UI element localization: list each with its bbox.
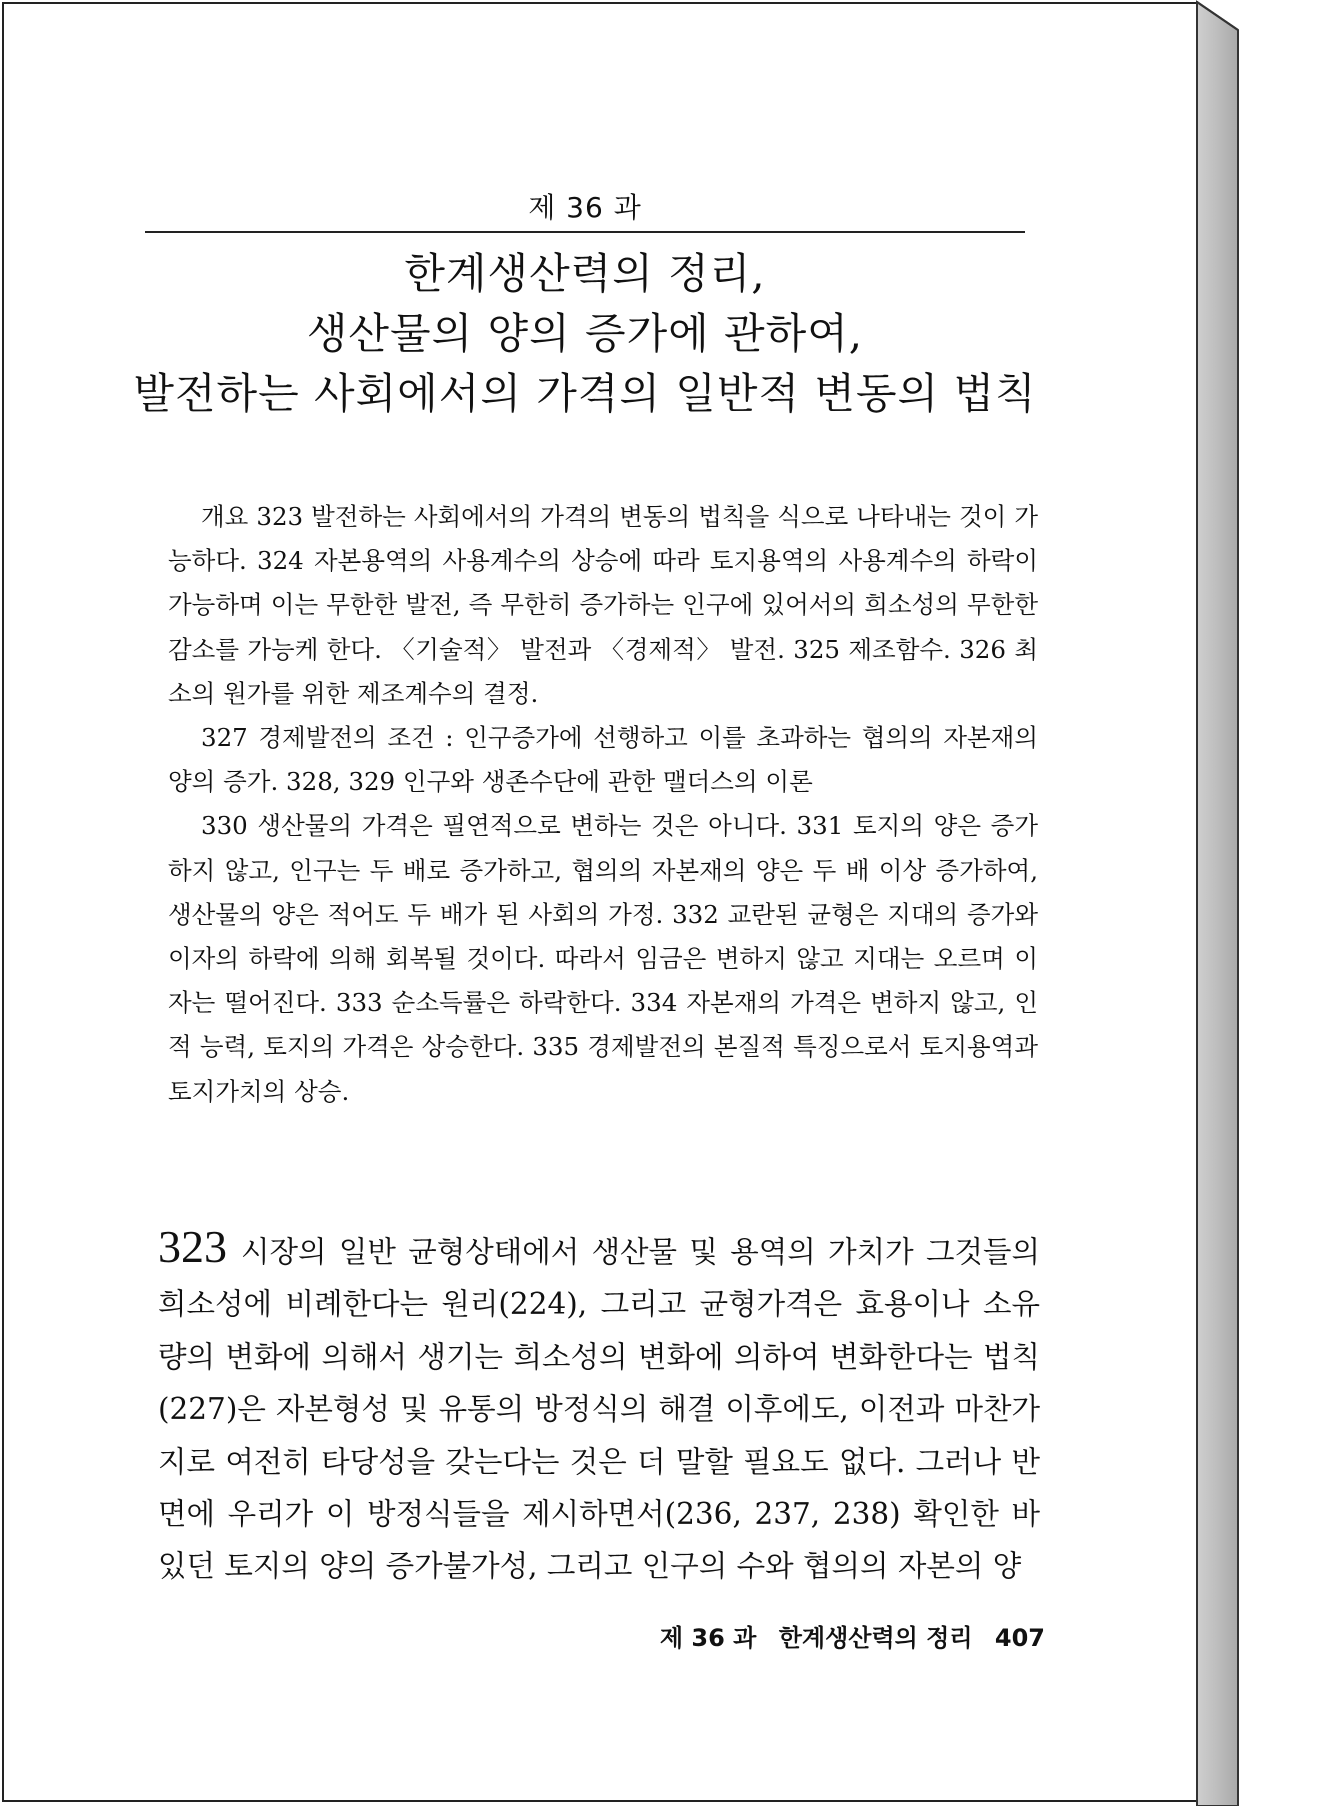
title-line-3: 발전하는 사회에서의 가격의 일반적 변동의 법칙 bbox=[133, 369, 1037, 418]
body-paragraph-text: 시장의 일반 균형상태에서 생산물 및 용역의 가치가 그것들의 희소성에 비례한다는 원리(224), 그리고 균형가격은 효용이나 소유량의 변화에 의해서 생기는 희소성의 변화에 의하여 변화한다는 법칙(227)은 자본형성 및 유통의 방정식의 해결 이후에도, 이전과 마찬가지로 여전히 타당성을 갖는다는 것은 더 말할 필요도 없다. 그러나 반면에 우리가 이 방정식들을 제시하면서(236, 237, 238) 확인한 바 있던 토지의 양의 증가불가성, 그리고 인구의 수와 협의의 자본의 양 bbox=[158, 1235, 1040, 1584]
title-line-2: 생산물의 양의 증가에 관하여, bbox=[306, 309, 864, 358]
body-text bbox=[158, 1221, 1040, 1593]
page-edge-shading bbox=[1195, 0, 1335, 1806]
running-footer bbox=[660, 1618, 1045, 1653]
summary-paragraph-2: 327 경제발전의 조건 : 인구증가에 선행하고 이를 초과하는 협의의 자본재의 양의 증가. 328, 329 인구와 생존수단에 관한 맬더스의 이론 bbox=[168, 723, 1038, 797]
page-number: 407 bbox=[994, 1624, 1045, 1652]
body-paragraph bbox=[158, 1221, 1040, 1593]
section-number: 323 bbox=[158, 1221, 227, 1272]
title-line-1: 한계생산력의 정리, bbox=[404, 249, 766, 298]
title-divider bbox=[145, 231, 1025, 233]
chapter-summary bbox=[168, 495, 1038, 1114]
summary-paragraph-1: 개요 323 발전하는 사회에서의 가격의 변동의 법칙을 식으로 나타내는 것이 가능하다. 324 자본용역의 사용계수의 상승에 따라 토지용역의 사용계수의 하락이 가능하며 이는 무한한 발전, 즉 무한히 증가하는 인구에 있어서의 희소성의 무한한 감소를 가능케 한다. 〈기술적〉 발전과 〈경제적〉 발전. 325 제조함수. 326 최소의 원가를 위한 제조계수의 결정. bbox=[168, 502, 1038, 708]
footer-running-title: 한계생산력의 정리 bbox=[778, 1624, 973, 1652]
summary-paragraph-3: 330 생산물의 가격은 필연적으로 변하는 것은 아니다. 331 토지의 양은 증가하지 않고, 인구는 두 배로 증가하고, 협의의 자본재의 양은 두 배 이상 증가하여, 생산물의 양은 적어도 두 배가 된 사회의 가정. 332 교란된 균형은 지대의 증가와 이자의 하락에 의해 회복될 것이다. 따라서 임금은 변하지 않고 지대는 오르며 이자는 떨어진다. 333 순소득률은 하락한다. 334 자본재의 가격은 변하지 않고, 인적 능력, 토지의 가격은 상승한다. 335 경제발전의 본질적 특징으로서 토지용역과 토지가치의 상승. bbox=[168, 811, 1038, 1106]
chapter-label: 제 36 과 bbox=[528, 191, 642, 224]
chapter-title bbox=[130, 244, 1040, 424]
footer-chapter: 제 36 과 bbox=[659, 1624, 757, 1652]
